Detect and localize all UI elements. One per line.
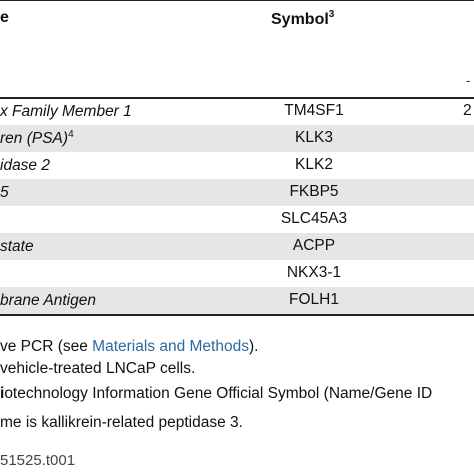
gene-symbol-cell: KLK3 — [295, 129, 333, 146]
gene-name-cell: state — [0, 238, 34, 255]
subheader-rule-fragment: - — [466, 72, 471, 88]
gene-symbol-cell: KLK2 — [295, 156, 333, 173]
truncated-value-cell: 2 — [463, 102, 472, 119]
gene-name-cell: 5 — [0, 184, 9, 201]
bottom-rule — [0, 314, 474, 316]
table-row — [0, 98, 474, 125]
table-row — [0, 125, 474, 152]
table-row — [0, 260, 474, 287]
table-row — [0, 287, 474, 314]
footnote-2: vehicle-treated LNCaP cells. — [0, 360, 196, 377]
table-row — [0, 233, 474, 260]
column-header-symbol: Symbol$^3$ — [271, 9, 335, 28]
gene-name-cell: x Family Member 1 — [0, 103, 132, 120]
gene-name-cell: idase 2 — [0, 157, 50, 174]
footnote-3: iotechnology Information Gene Official Symbol (Name/Gene ID — [0, 385, 433, 402]
footnote-1: ve PCR (see Materials and Methods). — [0, 338, 259, 355]
gene-symbol-cell: FKBP5 — [289, 183, 339, 200]
column-header-name: e — [0, 9, 9, 26]
doi-label: 51525.t001 — [0, 452, 76, 469]
table-row — [0, 152, 474, 179]
gene-name-cell: ren (PSA)$^4$ — [0, 129, 74, 147]
footnote-4: me is kallikrein-related peptidase 3. — [0, 414, 243, 431]
materials-methods-link[interactable]: Materials and Methods — [92, 338, 249, 355]
table-row — [0, 206, 474, 233]
gene-symbol-cell: SLC45A3 — [280, 210, 348, 227]
gene-name-cell: brane Antigen — [0, 292, 96, 309]
gene-symbol-cell: TM4SF1 — [284, 102, 344, 119]
gene-symbol-cell: FOLH1 — [289, 291, 339, 308]
gene-symbol-cell: NKX3-1 — [286, 264, 342, 281]
gene-symbol-cell: ACPP — [292, 237, 336, 254]
table-row — [0, 179, 474, 206]
top-rule — [0, 0, 474, 1]
